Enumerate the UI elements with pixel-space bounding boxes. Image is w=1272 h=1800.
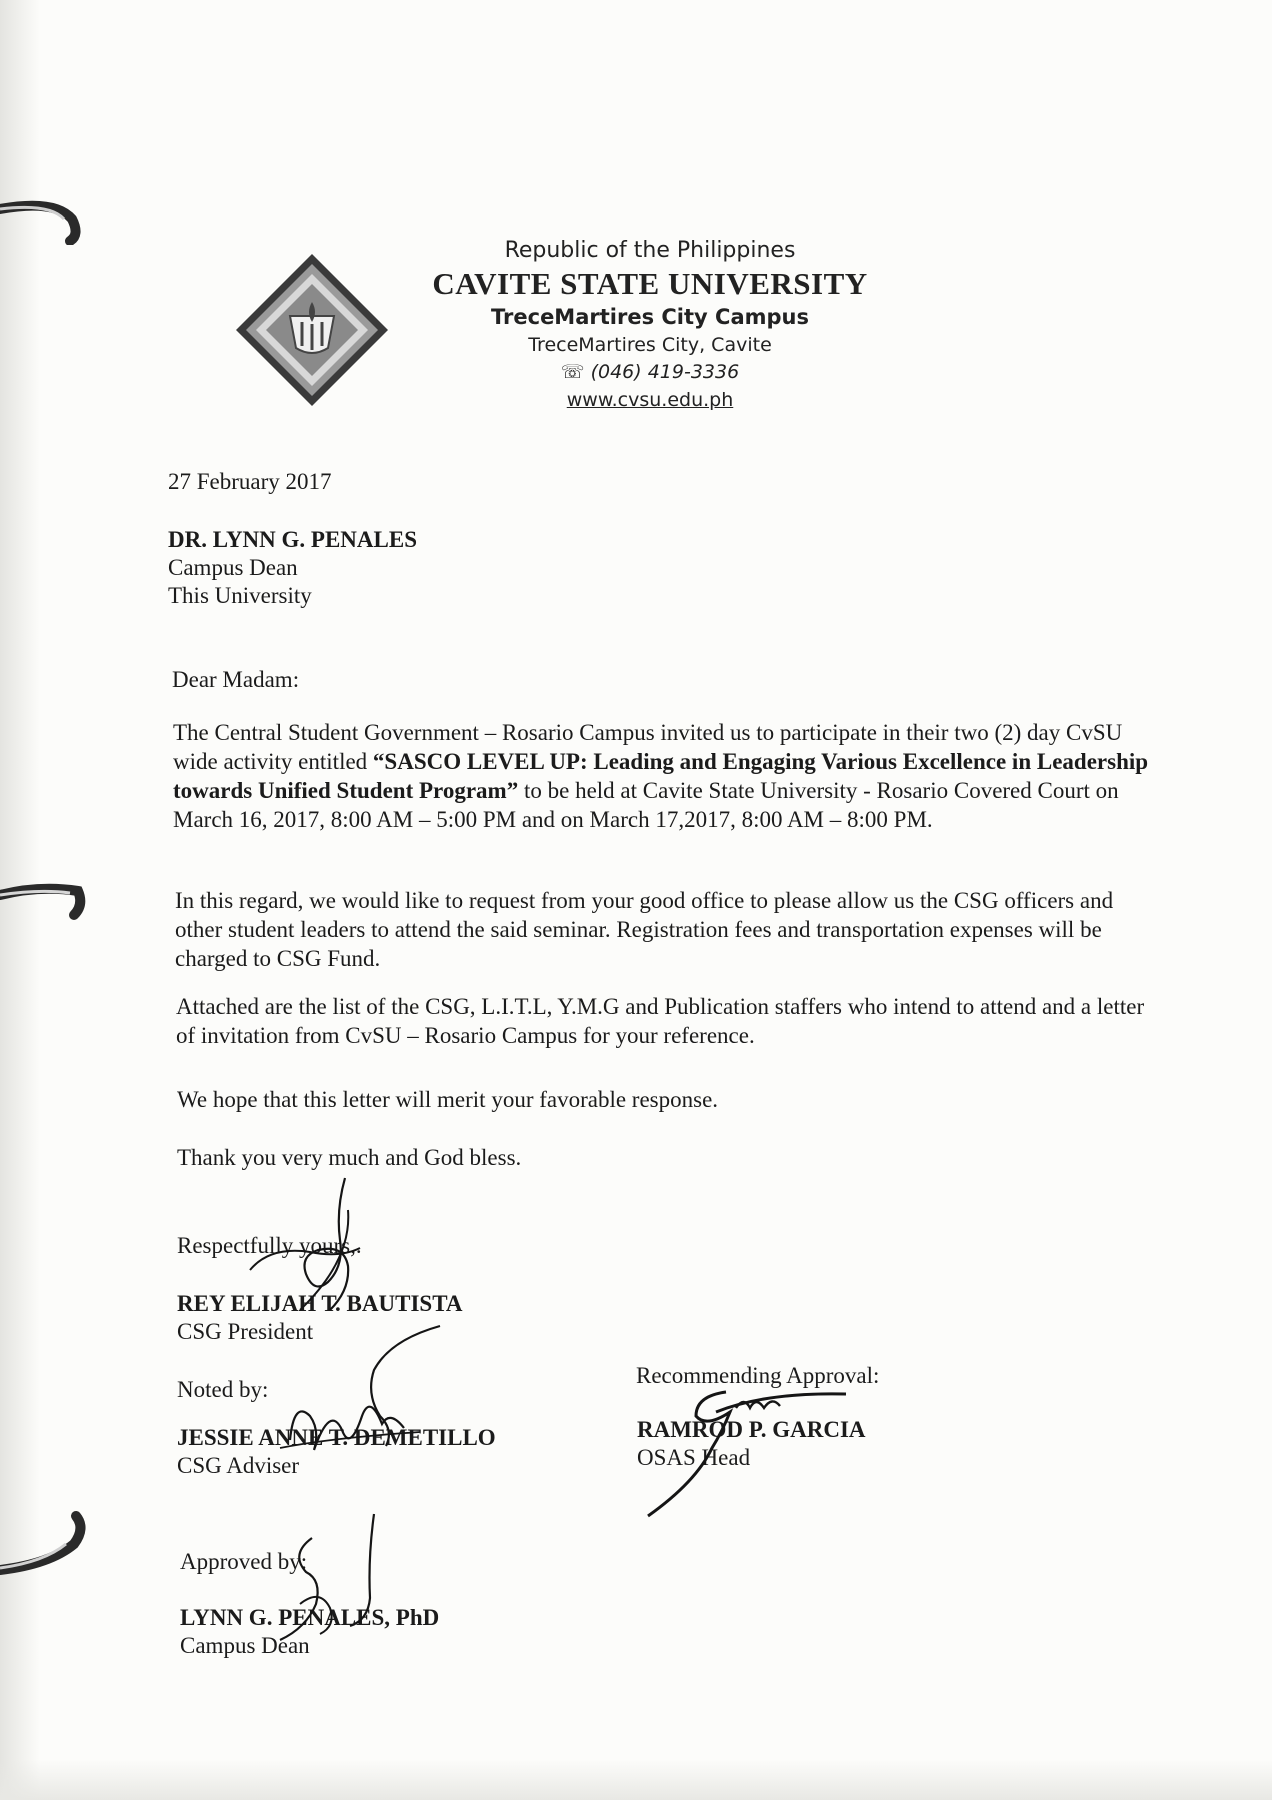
telephone-icon: ☏ [560,361,585,383]
university-name: CAVITE STATE UNIVERSITY [432,266,868,301]
osas-title: OSAS Head [637,1445,751,1470]
body-paragraph-3: Attached are the list of the CSG, L.I.T.L, Y.M.G and Publication staffers who intend to attend and a letter of invitation from CvSU – Rosario Campus for your reference. [176,994,1145,1048]
adviser-name: JESSIE ANNE T. DEMETILLO [177,1425,496,1450]
president-name: REY ELIJAH T. BAUTISTA [177,1291,463,1316]
body-paragraph-4: We hope that this letter will merit your favorable response. [177,1087,719,1112]
body-paragraph-2: In this regard, we would like to request from your good office to please allow us the CSG officers and other student leaders to attend the said seminar. Registration fees and transportation expenses will be charged to CSG Fund. [175,888,1114,971]
body-paragraph-1: The Central Student Government – Rosario Campus invited us to participate in their two (2) day CvSU wide activity entitled “SASCO LEVEL UP: Leading and Engaging Various Excellence in Leadership towards Unified Student Program” to be held at Cavite State University - Rosario Covered Court on March 16, 2017, 8:00 AM – 5:00 PM and on March 17,2017, 8:00 AM – 8:00 PM. [173,720,1149,832]
recipient-office: This University [168,583,312,608]
approved-by-label: Approved by: [180,1549,308,1574]
university-seal-logo [232,250,392,410]
binder-ring-icon [0,1510,90,1580]
phone-number: (046) 419-3336 [590,361,740,383]
recipient-name: DR. LYNN G. PENALES [168,527,418,552]
dean-title: Campus Dean [180,1633,310,1658]
website-link[interactable]: www.cvsu.edu.ph [566,389,734,411]
closing: Respectfully yours,. [177,1233,362,1258]
page-bottom-shadow [0,1760,1272,1800]
noted-by-label: Noted by: [177,1377,269,1402]
salutation: Dear Madam: [172,667,300,692]
letter-date: 27 February 2017 [168,469,332,494]
binder-ring-icon [0,875,90,925]
president-title: CSG President [177,1319,314,1344]
letterhead [380,236,920,414]
dean-name: LYNN G. PENALES, PhD [180,1605,440,1630]
phone-line [380,359,920,386]
osas-name: RAMROD P. GARCIA [637,1417,866,1442]
body-paragraph-5: Thank you very much and God bless. [177,1145,522,1170]
recommending-approval-label: Recommending Approval: [636,1363,880,1388]
adviser-title: CSG Adviser [177,1453,300,1478]
activity-title: “SASCO LEVEL UP: Leading and Engaging Various Excellence in Leadership towards Unified Student Program” [173,749,1149,803]
campus-name: TreceMartires City Campus [491,305,809,329]
recipient-title: Campus Dean [168,555,298,580]
binder-ring-icon [0,195,90,245]
republic-line: Republic of the Philippines [504,238,796,263]
campus-city: TreceMartires City, Cavite [528,334,772,356]
